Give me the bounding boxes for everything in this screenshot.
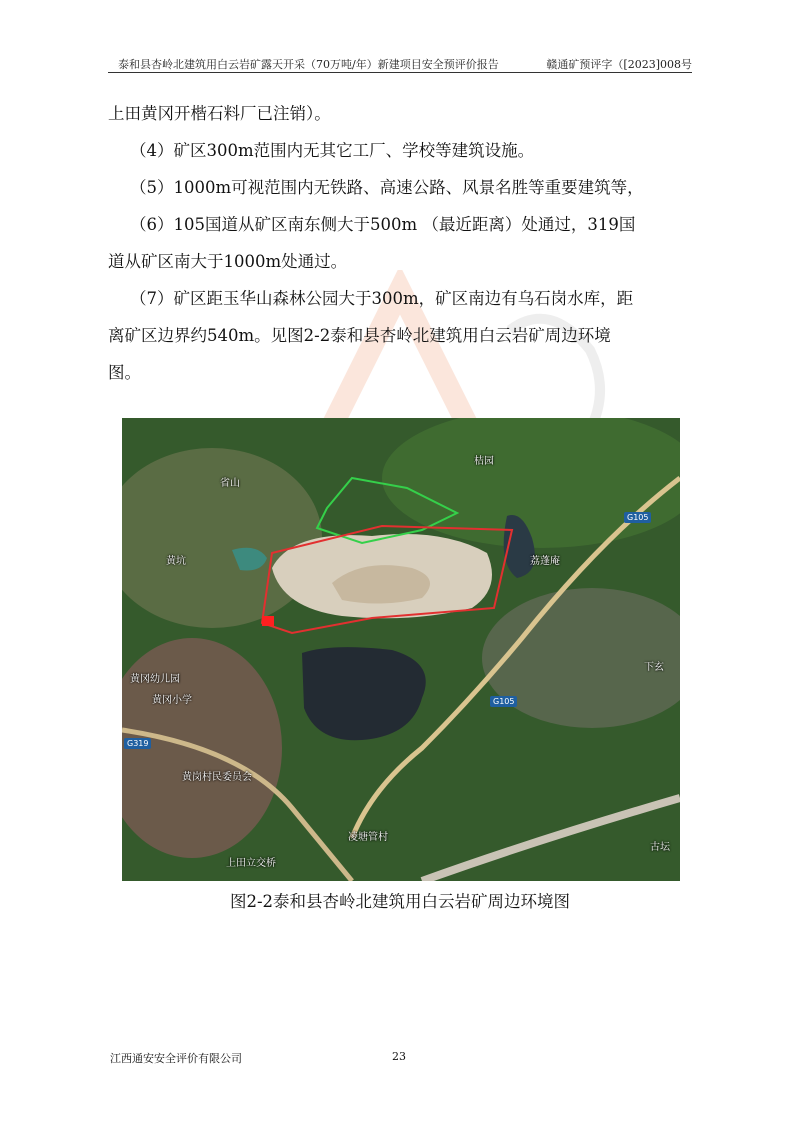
paragraph-line: （7）矿区距玉华山森林公园大于300m，矿区南边有乌石岗水库，距 <box>130 289 634 308</box>
road-badge-g319: G319 <box>124 738 151 749</box>
page-number: 23 <box>392 1050 406 1063</box>
map-label-primary-school: 黄冈小学 <box>152 695 192 706</box>
paragraph-line: （5）1000m可视范围内无铁路、高速公路、风景名胜等重要建筑等， <box>130 178 644 197</box>
paragraph-line: 上田黄冈开楷石料厂已注销）。 <box>108 104 331 123</box>
paragraph-line: 图。 <box>108 363 141 382</box>
map-label-interchange: 上田立交桥 <box>226 858 276 869</box>
report-title: 泰和县杏岭北建筑用白云岩矿露天开采（70万吨/年）新建项目安全预评价报告 <box>118 58 499 71</box>
paragraph-line: 离矿区边界约540m。见图2-2泰和县杏岭北建筑用白云岩矿周边环境 <box>108 326 611 345</box>
map-graphic <box>122 418 680 881</box>
paragraph-line: 道从矿区南大于1000m处通过。 <box>108 252 348 271</box>
map-label-lipengan: 荔蓬庵 <box>530 556 560 567</box>
map-label-kindergarten: 黄冈幼儿园 <box>130 674 180 685</box>
satellite-map <box>122 418 680 881</box>
road-badge-g105: G105 <box>490 696 517 707</box>
report-code: 赣通矿预评字（[2023]008号 <box>546 58 692 71</box>
map-label-xiaxuan: 下玄 <box>644 662 664 673</box>
paragraph-line: （6）105国道从矿区南东侧大于500m （最近距离）处通过，319国 <box>130 215 636 234</box>
header-rule <box>108 72 692 73</box>
map-label-lingtang: 凌塘管村 <box>348 832 388 843</box>
page-header <box>108 52 692 72</box>
road-badge-g105: G105 <box>624 512 651 523</box>
figure-caption: 图2-2泰和县杏岭北建筑用白云岩矿周边环境图 <box>229 892 571 911</box>
map-label-gutan: 古坛 <box>650 842 670 853</box>
map-label-sheshan: 省山 <box>220 478 240 489</box>
body-text <box>108 95 696 391</box>
map-label-huangkeng: 黄坑 <box>166 556 186 567</box>
footer-company: 江西通安安全评价有限公司 <box>110 1052 242 1065</box>
map-label-guiyuan: 桔园 <box>474 456 494 467</box>
map-label-committee: 黄岗村民委员会 <box>182 772 252 783</box>
paragraph-line: （4）矿区300m范围内无其它工厂、学校等建筑设施。 <box>130 141 535 160</box>
